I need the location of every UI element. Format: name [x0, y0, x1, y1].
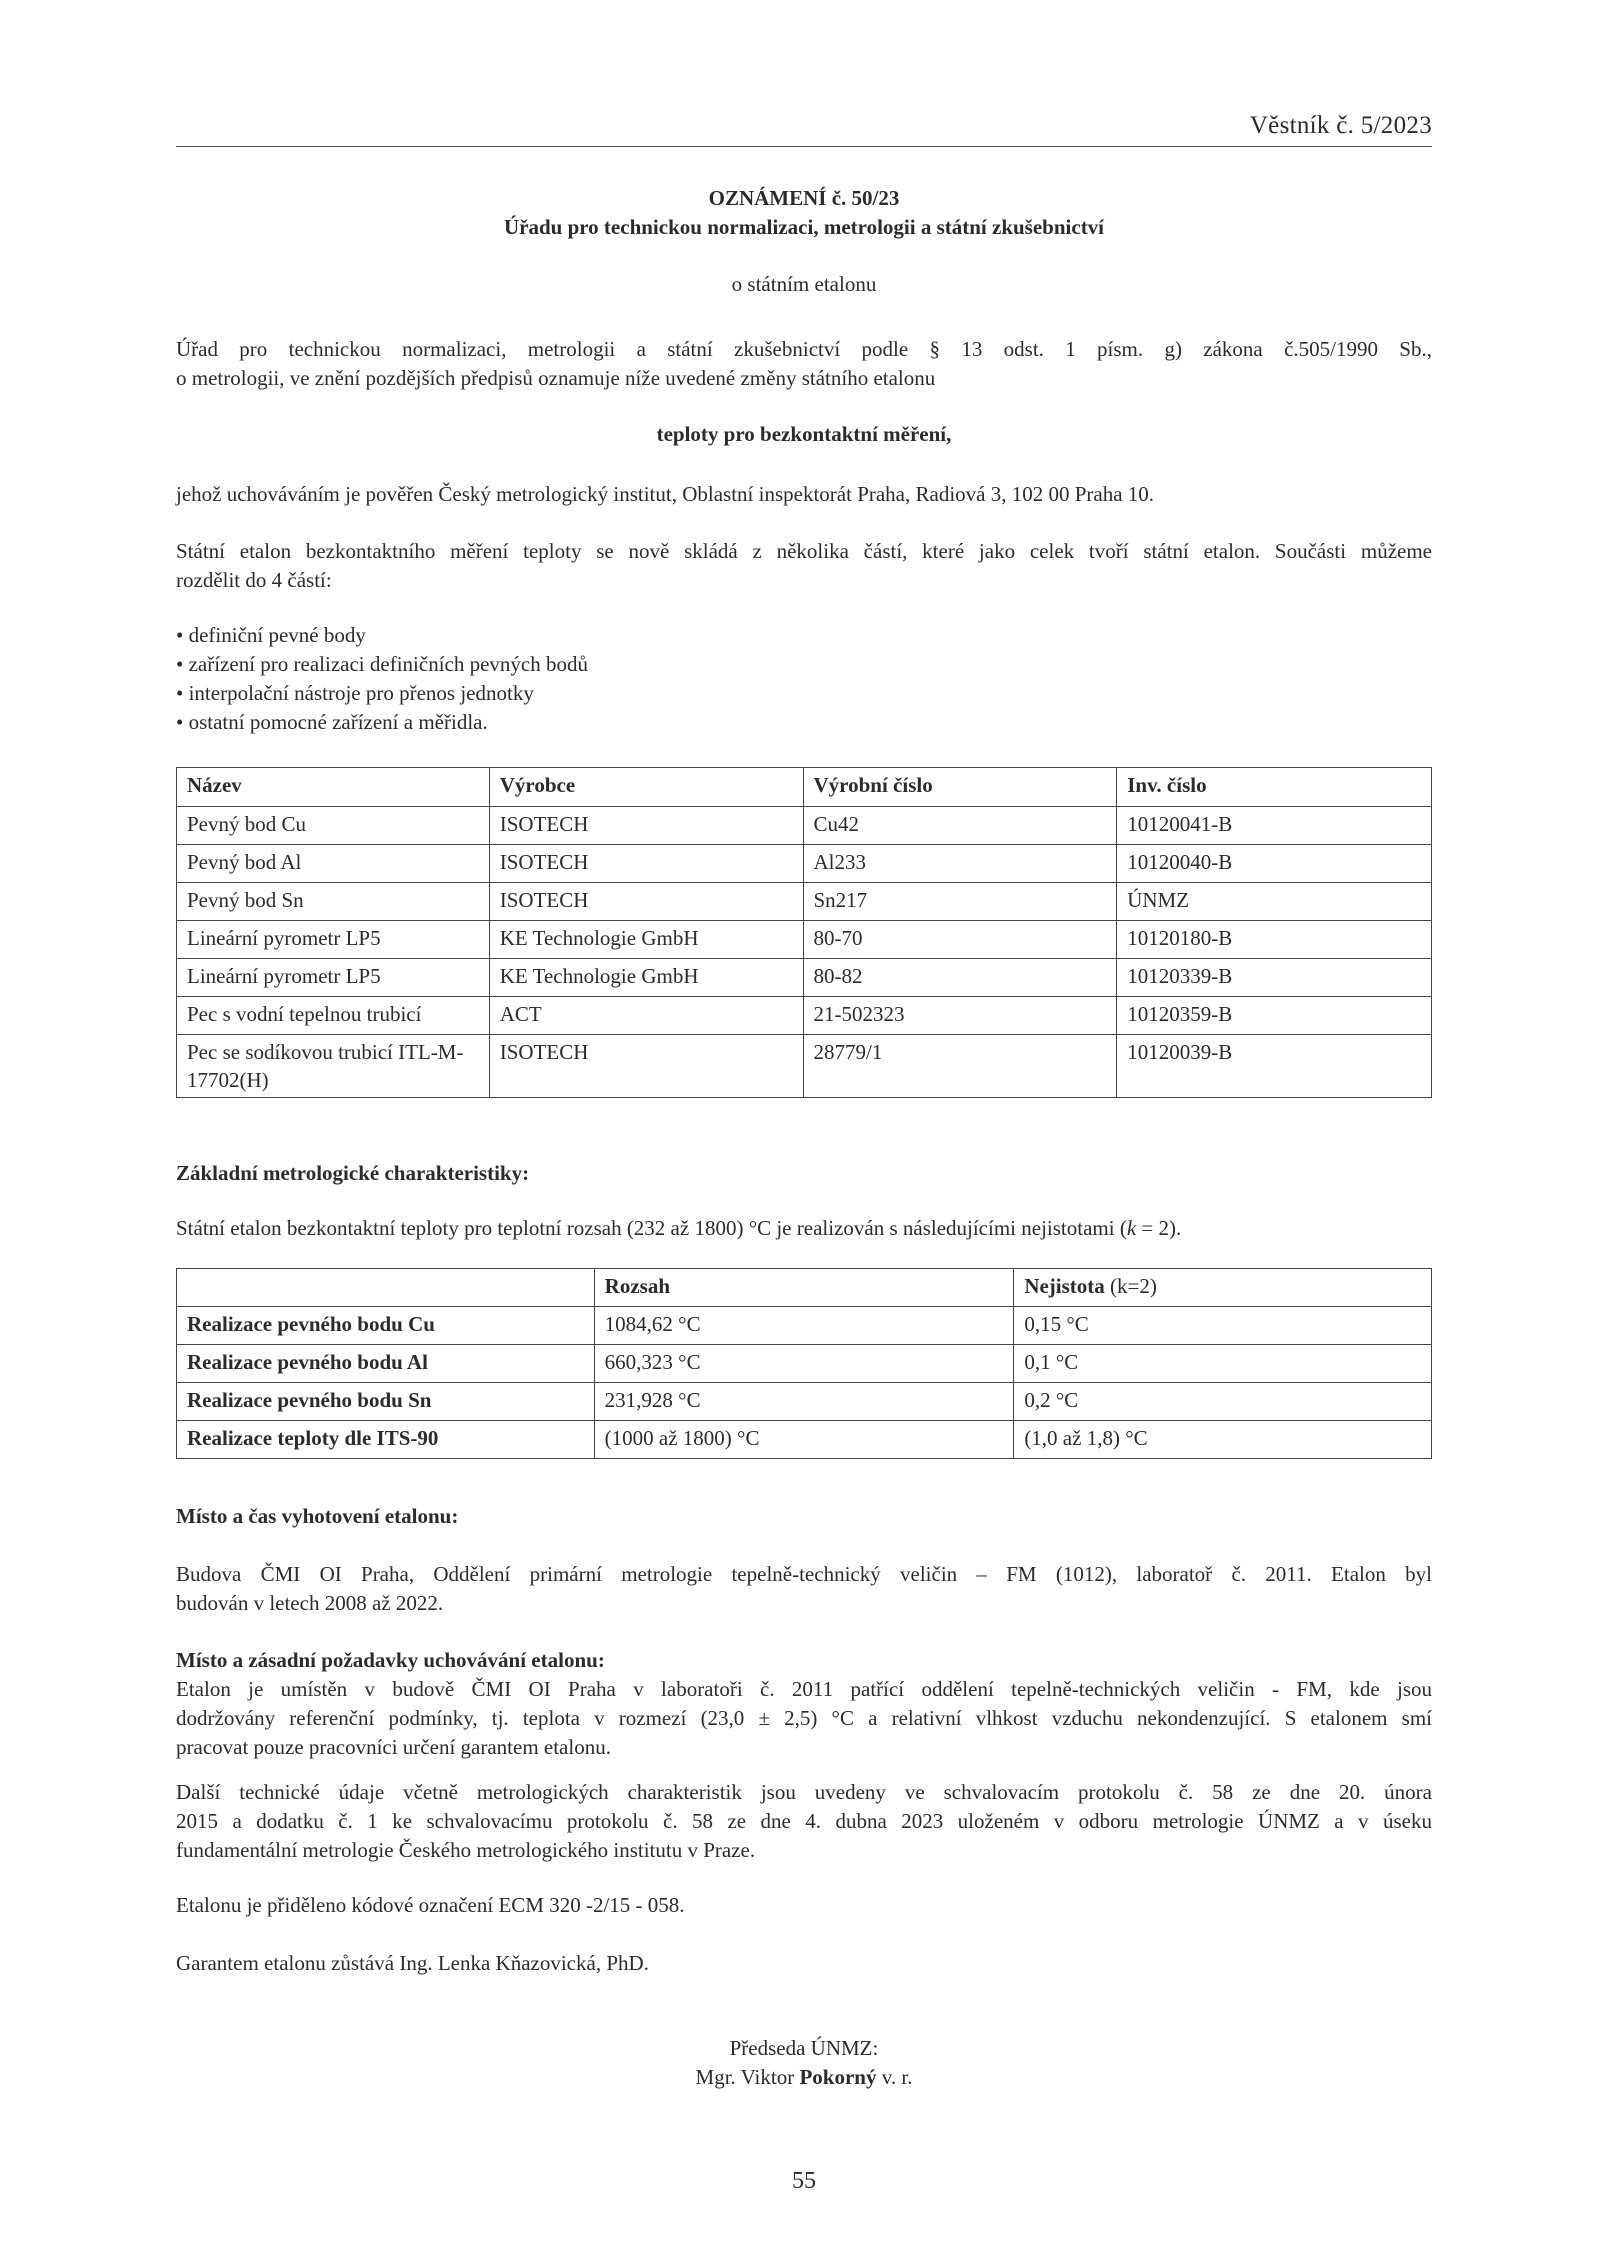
table-cell: 0,1 °C — [1014, 1345, 1432, 1383]
table-cell: ISOTECH — [489, 883, 803, 921]
announcement-subject: o státním etalonu — [731, 272, 877, 296]
table-header-row — [177, 1269, 1432, 1307]
table-cell: ISOTECH — [489, 807, 803, 845]
column-header-uncertainty — [1014, 1269, 1432, 1307]
table-cell: ÚNMZ — [1117, 883, 1432, 921]
table-row — [177, 1307, 1432, 1345]
column-header: Název — [177, 768, 490, 807]
table-cell: (1,0 až 1,8) °C — [1014, 1421, 1432, 1459]
technical-line-3: fundamentální metrologie Českého metrologického institutu v Praze. — [176, 1838, 756, 1862]
table-cell: 10120359-B — [1117, 997, 1432, 1035]
uncertainty-k: (k=2) — [1104, 1274, 1157, 1298]
place-time-line-1: Budova ČMI OI Praha, Oddělení primární metrologie tepelně-technický veličin – FM (1012), laboratoř č. 2011. Etalon byl — [176, 1562, 1432, 1586]
table-cell: 10120039-B — [1117, 1035, 1432, 1098]
storage-line-3: pracovat pouze pracovníci určení garantem etalonu. — [176, 1735, 611, 1759]
storage-line-2: dodržovány referenční podmínky, tj. teplota v rozmezí (23,0 ± 2,5) °C a relativní vlhkost vzduchu nekondenzující. S etalonem smí — [176, 1706, 1432, 1730]
list-item: • ostatní pomocné zařízení a měřidla. — [176, 710, 488, 734]
table-cell: ISOTECH — [489, 1035, 803, 1098]
table-cell: 0,15 °C — [1014, 1307, 1432, 1345]
characteristics-paragraph — [176, 1214, 1432, 1243]
k-symbol: k — [1126, 1216, 1137, 1240]
document-page — [176, 0, 1432, 2263]
table-cell: KE Technologie GmbH — [489, 921, 803, 959]
journal-header — [176, 112, 1432, 147]
place-time-paragraph — [176, 1560, 1432, 1618]
table-cell: KE Technologie GmbH — [489, 959, 803, 997]
table-cell: 28779/1 — [803, 1035, 1117, 1098]
table-row — [177, 845, 1432, 883]
table-row — [177, 883, 1432, 921]
signature-role: Předseda ÚNMZ: — [729, 2036, 879, 2060]
characteristics-table — [176, 1268, 1432, 1459]
table-cell: (1000 až 1800) °C — [594, 1421, 1014, 1459]
table-cell: 10120180-B — [1117, 921, 1432, 959]
page-number: 55 — [792, 2168, 816, 2194]
row-label: Realizace teploty dle ITS-90 — [177, 1421, 595, 1459]
journal-issue: Věstník č. 5/2023 — [1249, 112, 1432, 139]
announcement-title: OZNÁMENÍ č. 50/23 — [708, 186, 900, 210]
table-cell: 10120339-B — [1117, 959, 1432, 997]
technical-line-1: Další technické údaje včetně metrologických charakteristik jsou uvedeny ve schvalovacím protokolu č. 58 ze dne 20. února — [176, 1780, 1432, 1804]
composition-line-1: Státní etalon bezkontaktního měření teploty se nově skládá z několika částí, které jako celek tvoří státní etalon. Součásti můžeme — [176, 539, 1432, 563]
column-header: Výrobní číslo — [803, 768, 1117, 807]
row-label: Realizace pevného bodu Al — [177, 1345, 595, 1383]
table-cell: Lineární pyrometr LP5 — [177, 959, 490, 997]
signature-block — [176, 2034, 1432, 2092]
row-label: Realizace pevného bodu Cu — [177, 1307, 595, 1345]
list-item: • definiční pevné body — [176, 623, 366, 647]
column-header: Inv. číslo — [1117, 768, 1432, 807]
intro-line-1: Úřad pro technickou normalizaci, metrologii a státní zkušebnictví podle § 13 odst. 1 písm. g) zákona č.505/1990 Sb., — [176, 337, 1432, 361]
table-row — [177, 1035, 1432, 1098]
table-row — [177, 807, 1432, 845]
table-cell: ISOTECH — [489, 845, 803, 883]
table-row — [177, 959, 1432, 997]
table-cell: 0,2 °C — [1014, 1383, 1432, 1421]
signature-surname: Pokorný — [799, 2065, 877, 2089]
custodian-paragraph: jehož uchováváním je pověřen Český metrologický institut, Oblastní inspektorát Praha, Radiová 3, 102 00 Praha 10. — [176, 482, 1155, 506]
table-cell: 10120040-B — [1117, 845, 1432, 883]
table-cell: 660,323 °C — [594, 1345, 1014, 1383]
signature-suffix: v. r. — [876, 2065, 913, 2089]
table-row — [177, 997, 1432, 1035]
parts-list — [176, 621, 1432, 737]
table-cell: Al233 — [803, 845, 1117, 883]
storage-paragraph — [176, 1646, 1432, 1762]
table-cell: Pec s vodní tepelnou trubicí — [177, 997, 490, 1035]
composition-line-2: rozdělit do 4 částí: — [176, 568, 332, 592]
empty-header-cell — [177, 1269, 595, 1307]
intro-paragraph — [176, 335, 1432, 393]
characteristics-text-end: = 2). — [1136, 1216, 1182, 1240]
table-header-row — [177, 768, 1432, 807]
table-cell: 80-70 — [803, 921, 1117, 959]
equipment-table — [176, 767, 1432, 1098]
row-label: Realizace pevného bodu Sn — [177, 1383, 595, 1421]
table-row — [177, 921, 1432, 959]
intro-line-2: o metrologii, ve znění pozdějších předpisů oznamuje níže uvedené změny státního etalonu — [176, 366, 936, 390]
announcement-heading — [176, 184, 1432, 242]
table-row — [177, 1421, 1432, 1459]
guarantor-paragraph: Garantem etalonu zůstává Ing. Lenka Kňazovická, PhD. — [176, 1951, 649, 1975]
table-cell: Pec se sodíkovou trubicí ITL-M-17702(H) — [177, 1035, 490, 1098]
characteristics-title: Základní metrologické charakteristiky: — [176, 1161, 530, 1185]
technical-paragraph — [176, 1778, 1432, 1865]
column-header-range: Rozsah — [594, 1269, 1014, 1307]
list-item: • zařízení pro realizaci definičních pevných bodů — [176, 652, 588, 676]
table-cell: 10120041-B — [1117, 807, 1432, 845]
signature-name — [176, 2063, 1432, 2092]
code-paragraph: Etalonu je přiděleno kódové označení ECM 320 -2/15 - 058. — [176, 1893, 685, 1917]
table-cell: Sn217 — [803, 883, 1117, 921]
table-cell: 231,928 °C — [594, 1383, 1014, 1421]
place-time-line-2: budován v letech 2008 až 2022. — [176, 1591, 444, 1615]
column-header: Výrobce — [489, 768, 803, 807]
table-cell: Pevný bod Al — [177, 845, 490, 883]
table-row — [177, 1345, 1432, 1383]
table-cell: Cu42 — [803, 807, 1117, 845]
storage-line-1: Etalon je umístěn v budově ČMI OI Praha v laboratoři č. 2011 patřící oddělení tepelně-technických veličin - FM, kde jsou — [176, 1677, 1432, 1701]
table-cell: 21-502323 — [803, 997, 1117, 1035]
list-item: • interpolační nástroje pro přenos jednotky — [176, 681, 534, 705]
place-time-title: Místo a čas vyhotovení etalonu: — [176, 1504, 459, 1528]
etalon-name: teploty pro bezkontaktní měření, — [656, 422, 952, 446]
uncertainty-label: Nejistota — [1024, 1274, 1105, 1298]
table-cell: 1084,62 °C — [594, 1307, 1014, 1345]
signature-name-prefix: Mgr. Viktor — [695, 2065, 800, 2089]
table-cell: Pevný bod Sn — [177, 883, 490, 921]
announcement-issuer: Úřadu pro technickou normalizaci, metrologii a státní zkušebnictví — [503, 215, 1105, 239]
table-cell: ACT — [489, 997, 803, 1035]
table-cell: Lineární pyrometr LP5 — [177, 921, 490, 959]
technical-line-2: 2015 a dodatku č. 1 ke schvalovacímu protokolu č. 58 ze dne 4. dubna 2023 uloženém v odboru metrologie ÚNMZ a v úseku — [176, 1809, 1432, 1833]
composition-paragraph — [176, 537, 1432, 595]
table-row — [177, 1383, 1432, 1421]
storage-title: Místo a zásadní požadavky uchovávání etalonu: — [176, 1648, 605, 1672]
table-cell: Pevný bod Cu — [177, 807, 490, 845]
characteristics-text-start: Státní etalon bezkontaktní teploty pro teplotní rozsah (232 až 1800) °C je realizován s následujícími nejistotami ( — [176, 1216, 1127, 1240]
table-cell: 80-82 — [803, 959, 1117, 997]
